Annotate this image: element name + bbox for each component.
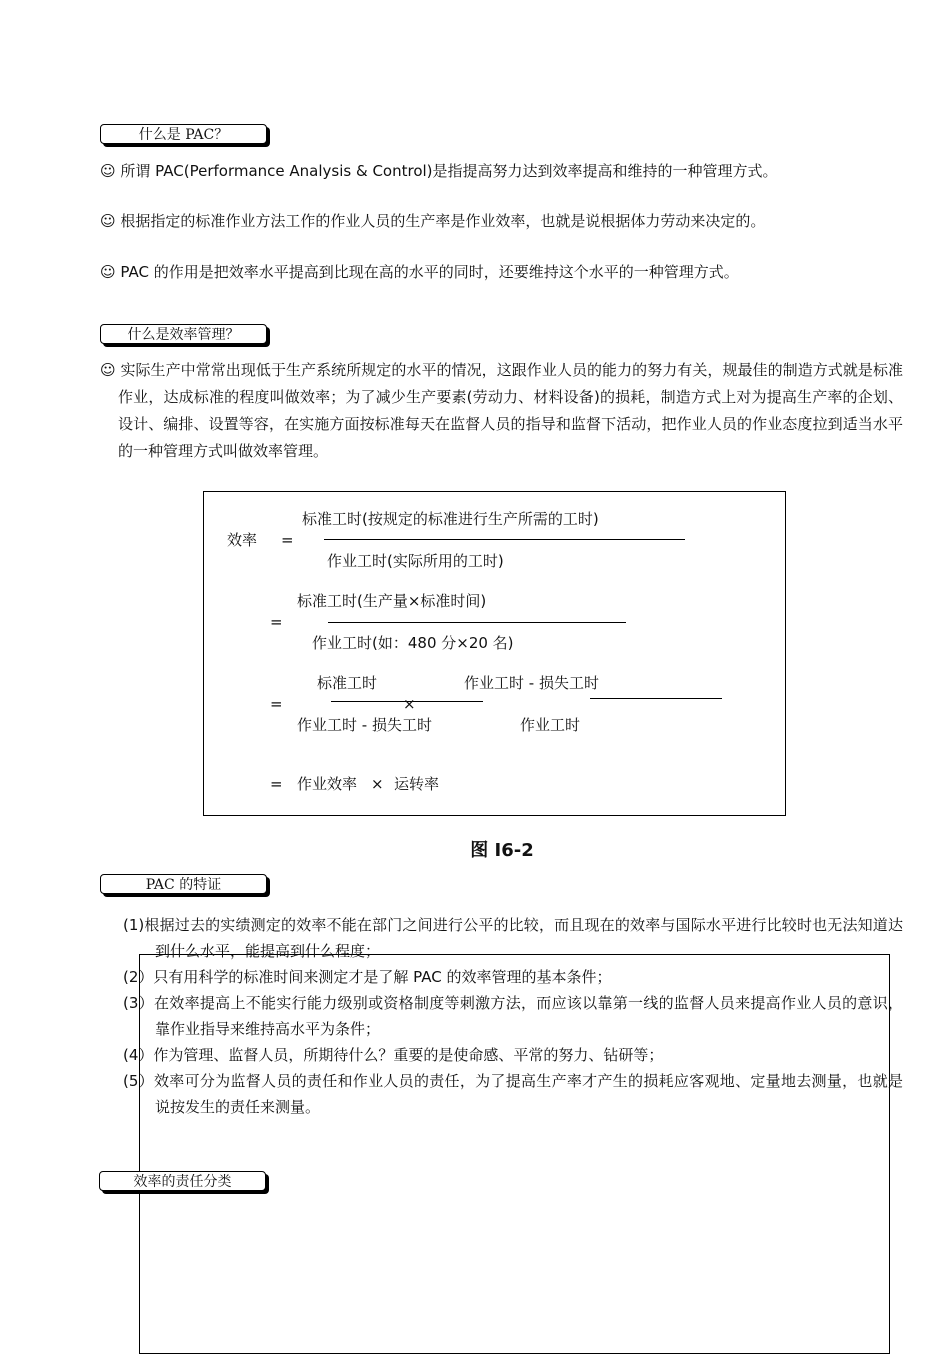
formula-row3-numerator-a: 标准工时 — [317, 674, 378, 692]
efficiency-paragraph: ☺ 实际生产中常常出现低于生产系统所规定的水平的情况，这跟作业人员的能力的努力有关，规最佳的制造方式就是标准作业，达成标准的程度叫做效率；为了减少生产要素(劳动力、材料设备)的损耗，制造方式上对为提高生产率的企划、设计、编排、设置等容，在实施方面按标准每天在监督人员的指导和监督下活动，把作业人员的作业态度拉到适当水平的一种管理方式叫做效率管理。 — [100, 361, 903, 460]
formula-row1-fraction-line — [324, 539, 685, 540]
section-title-features: PAC 的特证 — [100, 874, 267, 894]
feature-item-5: (5）效率可分为监督人员的责任和作业人员的责任，为了提高生产率才产生的损耗应客观地、定量地去测量，也就是说按发生的责任来测量。 — [123, 1072, 903, 1116]
pac-bullet-3: ☺ PAC 的作用是把效率水平提高到比现在高的水平的同时，还要维持这个水平的一种管理方式。 — [100, 263, 739, 281]
section-title-responsibility: 效率的责任分类 — [99, 1171, 266, 1191]
pac-bullet-1: ☺ 所谓 PAC(Performance Analysis & Control)是指提高努力达到效率提高和维持的一种管理方式。 — [100, 162, 778, 180]
formula-row1-denominator: 作业工时(实际所用的工时) — [327, 552, 504, 570]
feature-item-2: (2）只有用科学的标准时间来测定才是了解 PAC 的效率管理的基本条件； — [123, 968, 612, 986]
formula-row2-denominator: 作业工时(如：480 分×20 名) — [312, 634, 514, 652]
formula-row1-numerator: 标准工时(按规定的标准进行生产所需的工时) — [302, 510, 599, 528]
formula-row3-fraction-line-b — [590, 698, 722, 699]
formula-eq-2: = — [270, 613, 283, 631]
formula-box — [203, 491, 786, 816]
feature-item-4: (4）作为管理、监督人员，所期待什么？重要的是使命感、平常的努力、钻研等； — [123, 1046, 664, 1064]
formula-row2-numerator: 标准工时(生产量×标准时间) — [297, 592, 487, 610]
pac-bullet-2: ☺ 根据指定的标准作业方法工作的作业人员的生产率是作业效率，也就是说根据体力劳动来决定的。 — [100, 212, 766, 230]
section-title-pac: 什么是 PAC？ — [100, 124, 267, 144]
section-title-efficiency: 什么是效率管理？ — [100, 324, 267, 344]
formula-lhs: 效率 — [227, 531, 258, 549]
formula-eq-1: = — [281, 531, 294, 549]
formula-eq-4: = — [270, 775, 283, 793]
formula-row3-denominator-b: 作业工时 — [520, 716, 581, 734]
formula-row2-fraction-line — [328, 622, 626, 623]
formula-eq-3: = — [270, 695, 283, 713]
feature-item-1: (1)根据过去的实绩测定的效率不能在部门之间进行公平的比较，而且现在的效率与国际水平进行比较时也无法知道达到什么水平，能提高到什么程度； — [123, 916, 903, 960]
formula-row3-denominator-a: 作业工时 - 损失工时 — [297, 716, 432, 734]
formula-row3-numerator-b: 作业工时 - 损失工时 — [464, 674, 599, 692]
feature-item-3: (3）在效率提高上不能实行能力级别或资格制度等刺激方法，而应该以靠第一线的监督人员来提高作业人员的意识，靠作业指导来维持高水平为条件； — [123, 994, 903, 1038]
figure-caption: 图 I6-2 — [470, 840, 534, 861]
formula-row4-operating-efficiency: 作业效率 — [297, 775, 358, 793]
formula-row4-times: × — [371, 775, 384, 793]
formula-row3-times: × — [403, 695, 416, 713]
formula-row4-utilization-rate: 运转率 — [394, 775, 440, 793]
